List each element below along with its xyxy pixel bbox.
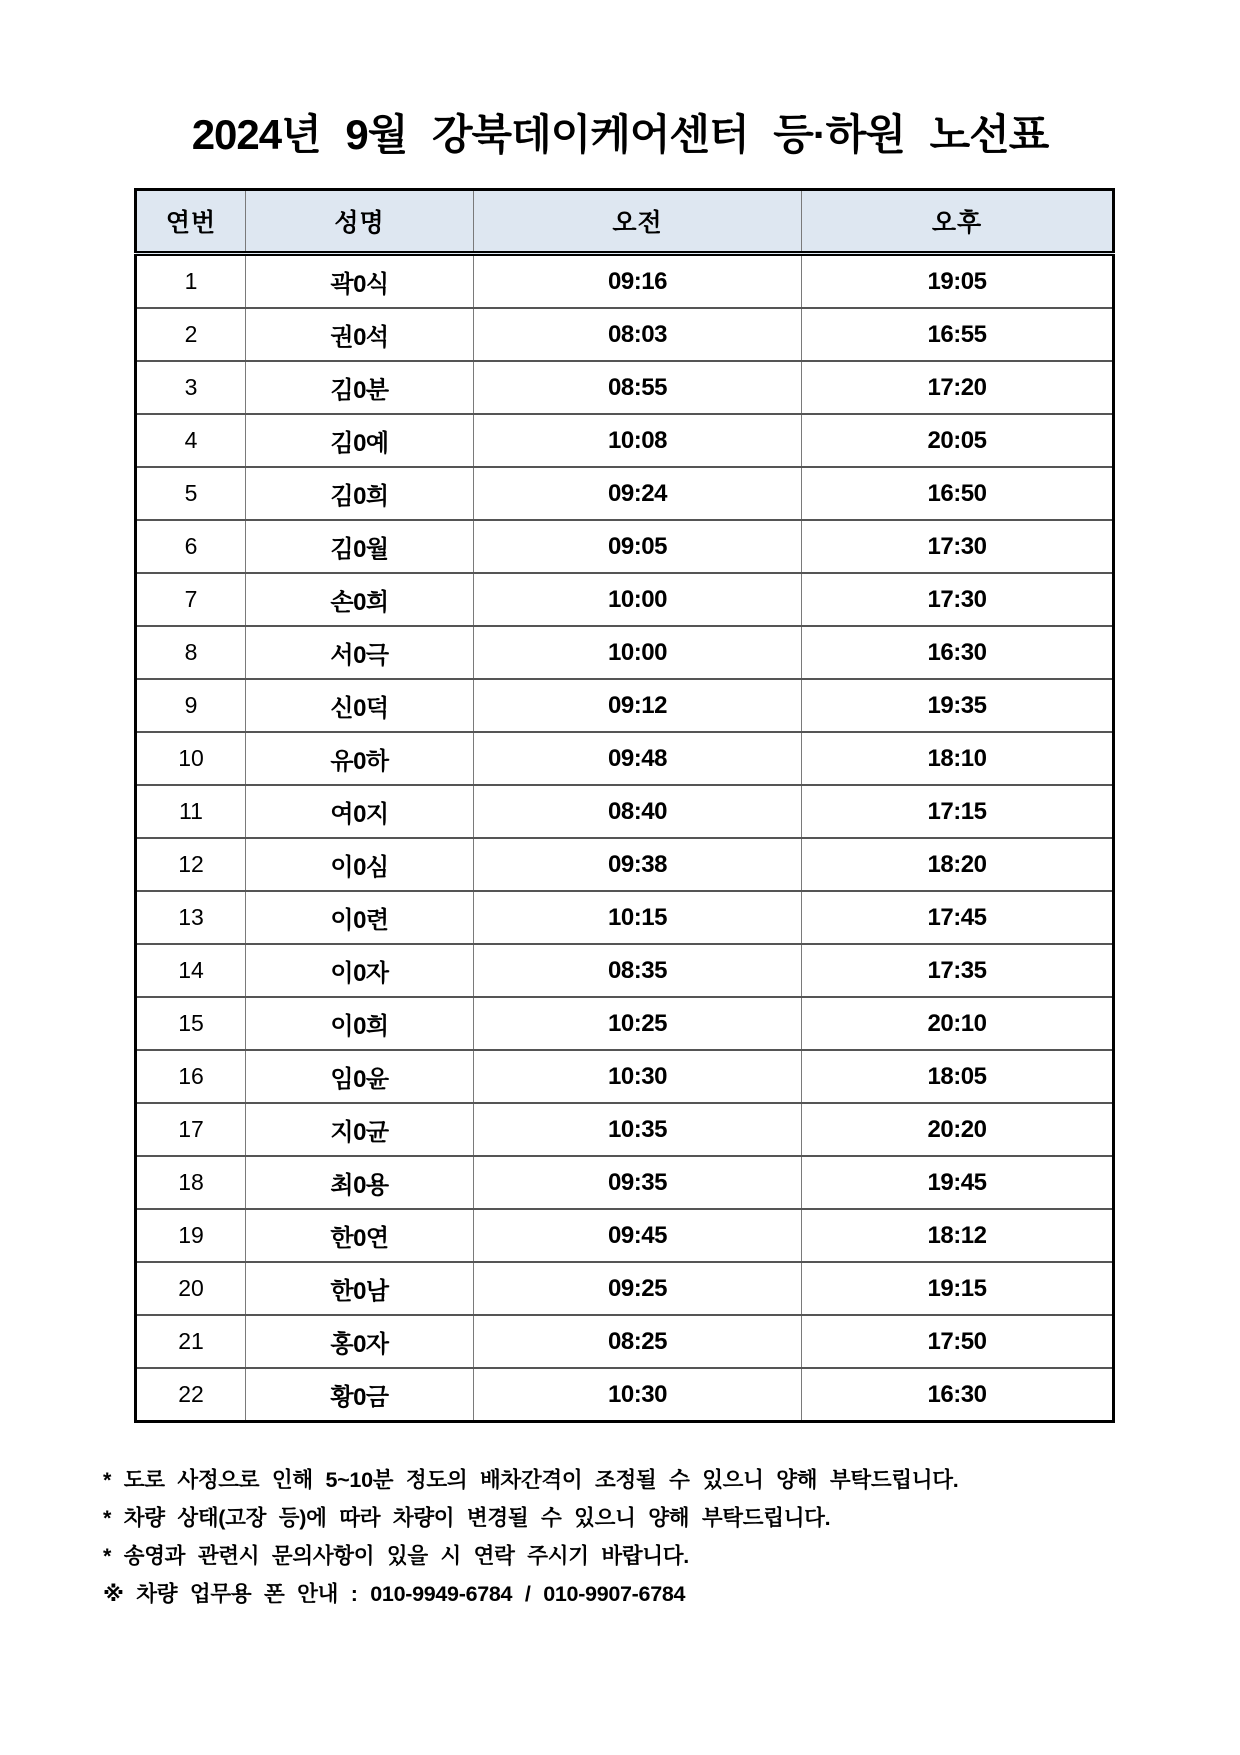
cell-morning-time: 10:15 <box>474 891 802 944</box>
cell-morning-time: 08:40 <box>474 785 802 838</box>
cell-morning-time: 09:12 <box>474 679 802 732</box>
cell-name: 곽0식 <box>246 254 474 309</box>
header-serial-number: 연번 <box>136 190 246 254</box>
cell-name: 권0석 <box>246 308 474 361</box>
cell-afternoon-time: 18:10 <box>802 732 1114 785</box>
table-row <box>136 838 1114 891</box>
cell-name: 여0지 <box>246 785 474 838</box>
table-body <box>136 254 1114 1422</box>
cell-name: 임0윤 <box>246 1050 474 1103</box>
cell-morning-time: 09:16 <box>474 254 802 309</box>
cell-name: 한0연 <box>246 1209 474 1262</box>
cell-serial-number: 11 <box>136 785 246 838</box>
header-morning: 오전 <box>474 190 802 254</box>
table-row <box>136 1103 1114 1156</box>
table-row <box>136 467 1114 520</box>
cell-name: 황0금 <box>246 1368 474 1422</box>
cell-name: 김0월 <box>246 520 474 573</box>
table-row <box>136 308 1114 361</box>
cell-serial-number: 12 <box>136 838 246 891</box>
table-row <box>136 732 1114 785</box>
cell-serial-number: 20 <box>136 1262 246 1315</box>
cell-name: 한0남 <box>246 1262 474 1315</box>
cell-afternoon-time: 17:30 <box>802 573 1114 626</box>
cell-serial-number: 17 <box>136 1103 246 1156</box>
table-row <box>136 254 1114 309</box>
cell-morning-time: 08:35 <box>474 944 802 997</box>
cell-serial-number: 1 <box>136 254 246 309</box>
cell-afternoon-time: 20:20 <box>802 1103 1114 1156</box>
cell-serial-number: 8 <box>136 626 246 679</box>
cell-afternoon-time: 16:30 <box>802 1368 1114 1422</box>
cell-serial-number: 13 <box>136 891 246 944</box>
cell-morning-time: 09:48 <box>474 732 802 785</box>
table-row <box>136 573 1114 626</box>
cell-serial-number: 16 <box>136 1050 246 1103</box>
cell-serial-number: 4 <box>136 414 246 467</box>
cell-name: 이0심 <box>246 838 474 891</box>
cell-afternoon-time: 17:30 <box>802 520 1114 573</box>
cell-serial-number: 18 <box>136 1156 246 1209</box>
cell-serial-number: 22 <box>136 1368 246 1422</box>
cell-serial-number: 15 <box>136 997 246 1050</box>
header-row <box>136 190 1114 254</box>
cell-name: 이0련 <box>246 891 474 944</box>
table-row <box>136 361 1114 414</box>
cell-morning-time: 10:00 <box>474 626 802 679</box>
cell-serial-number: 21 <box>136 1315 246 1368</box>
note-phone-numbers: ※ 차량 업무용 폰 안내 : 010-9949-6784 / 010-9907-6784 <box>103 1582 686 1606</box>
cell-name: 홍0자 <box>246 1315 474 1368</box>
cell-afternoon-time: 19:45 <box>802 1156 1114 1209</box>
note-traffic: * 도로 사정으로 인해 5~10분 정도의 배차간격이 조정될 수 있으니 양해 부탁드립니다. <box>103 1468 959 1492</box>
cell-afternoon-time: 18:20 <box>802 838 1114 891</box>
cell-name: 신0덕 <box>246 679 474 732</box>
cell-afternoon-time: 18:05 <box>802 1050 1114 1103</box>
cell-morning-time: 10:35 <box>474 1103 802 1156</box>
cell-morning-time: 10:08 <box>474 414 802 467</box>
footer-notes <box>103 1468 1143 1620</box>
cell-morning-time: 08:25 <box>474 1315 802 1368</box>
table-row <box>136 1209 1114 1262</box>
table-row <box>136 944 1114 997</box>
cell-afternoon-time: 17:50 <box>802 1315 1114 1368</box>
note-vehicle: * 차량 상태(고장 등)에 따라 차량이 변경될 수 있으니 양해 부탁드립니다. <box>103 1506 831 1530</box>
cell-morning-time: 09:05 <box>474 520 802 573</box>
cell-name: 최0용 <box>246 1156 474 1209</box>
note-contact: * 송영과 관련시 문의사항이 있을 시 연락 주시기 바랍니다. <box>103 1544 689 1568</box>
cell-name: 손0희 <box>246 573 474 626</box>
cell-serial-number: 5 <box>136 467 246 520</box>
cell-name: 지0균 <box>246 1103 474 1156</box>
cell-afternoon-time: 16:30 <box>802 626 1114 679</box>
cell-serial-number: 9 <box>136 679 246 732</box>
table-row <box>136 891 1114 944</box>
table-row <box>136 1156 1114 1209</box>
cell-afternoon-time: 18:12 <box>802 1209 1114 1262</box>
table-header <box>136 190 1114 254</box>
header-name: 성명 <box>246 190 474 254</box>
cell-afternoon-time: 20:10 <box>802 997 1114 1050</box>
cell-morning-time: 10:30 <box>474 1368 802 1422</box>
table-row <box>136 1368 1114 1422</box>
cell-name: 유0하 <box>246 732 474 785</box>
cell-name: 김0예 <box>246 414 474 467</box>
cell-serial-number: 19 <box>136 1209 246 1262</box>
cell-afternoon-time: 17:20 <box>802 361 1114 414</box>
table-row <box>136 1262 1114 1315</box>
table-row <box>136 679 1114 732</box>
cell-afternoon-time: 16:55 <box>802 308 1114 361</box>
cell-afternoon-time: 17:35 <box>802 944 1114 997</box>
cell-morning-time: 09:38 <box>474 838 802 891</box>
table-row <box>136 997 1114 1050</box>
schedule-table <box>134 188 1115 1423</box>
cell-serial-number: 10 <box>136 732 246 785</box>
cell-serial-number: 3 <box>136 361 246 414</box>
cell-morning-time: 09:24 <box>474 467 802 520</box>
cell-afternoon-time: 19:15 <box>802 1262 1114 1315</box>
header-afternoon: 오후 <box>802 190 1114 254</box>
table-row <box>136 785 1114 838</box>
cell-morning-time: 10:00 <box>474 573 802 626</box>
table-row <box>136 414 1114 467</box>
page-title: 2024년 9월 강북데이케어센터 등·하원 노선표 <box>191 111 1049 158</box>
cell-morning-time: 10:25 <box>474 997 802 1050</box>
cell-morning-time: 09:25 <box>474 1262 802 1315</box>
cell-morning-time: 09:45 <box>474 1209 802 1262</box>
cell-morning-time: 08:55 <box>474 361 802 414</box>
cell-morning-time: 09:35 <box>474 1156 802 1209</box>
cell-afternoon-time: 17:15 <box>802 785 1114 838</box>
cell-name: 김0희 <box>246 467 474 520</box>
cell-serial-number: 14 <box>136 944 246 997</box>
cell-name: 이0희 <box>246 997 474 1050</box>
cell-serial-number: 6 <box>136 520 246 573</box>
cell-afternoon-time: 19:35 <box>802 679 1114 732</box>
cell-serial-number: 7 <box>136 573 246 626</box>
cell-morning-time: 08:03 <box>474 308 802 361</box>
cell-name: 이0자 <box>246 944 474 997</box>
cell-afternoon-time: 19:05 <box>802 254 1114 309</box>
table-row <box>136 626 1114 679</box>
cell-afternoon-time: 20:05 <box>802 414 1114 467</box>
cell-name: 서0극 <box>246 626 474 679</box>
cell-afternoon-time: 17:45 <box>802 891 1114 944</box>
cell-morning-time: 10:30 <box>474 1050 802 1103</box>
table-row <box>136 1315 1114 1368</box>
cell-name: 김0분 <box>246 361 474 414</box>
cell-afternoon-time: 16:50 <box>802 467 1114 520</box>
table-row <box>136 1050 1114 1103</box>
cell-serial-number: 2 <box>136 308 246 361</box>
table-row <box>136 520 1114 573</box>
